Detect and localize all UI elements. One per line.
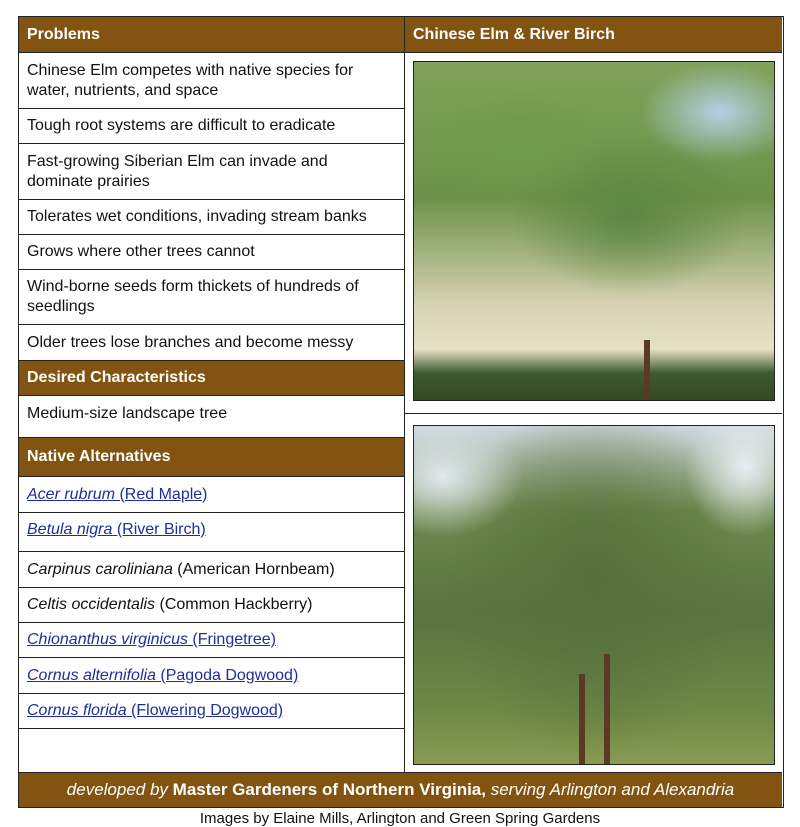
- left-column: [19, 17, 404, 773]
- scientific-name: Celtis occidentalis: [27, 596, 156, 613]
- native-alternative-link[interactable]: [27, 520, 206, 540]
- footer-text: [67, 780, 734, 800]
- footer-prefix: developed by: [66, 780, 173, 799]
- common-name: (American Hornbeam): [172, 560, 335, 578]
- common-name: (River Birch): [112, 521, 206, 538]
- chinese-elm-photo: [413, 61, 775, 401]
- common-name: (Flowering Dogwood): [126, 702, 284, 719]
- scientific-name: Carpinus caroliniana: [27, 560, 173, 578]
- tree-trunk: [604, 654, 610, 764]
- native-alternative-link[interactable]: [27, 630, 276, 650]
- native-alternative-link[interactable]: [27, 666, 298, 686]
- problem-row: Chinese Elm competes with native species for water, nutrients, and space: [19, 53, 404, 109]
- empty-row: [19, 729, 404, 773]
- scientific-name: Acer rubrum: [27, 485, 116, 503]
- tree-trunk: [579, 674, 585, 764]
- scientific-name: Cornus alternifolia: [27, 666, 156, 684]
- common-name: (Common Hackberry): [155, 596, 313, 613]
- problem-row: Wind-borne seeds form thickets of hundreds of seedlings: [19, 270, 404, 325]
- river-birch-photo: [413, 425, 775, 765]
- scientific-name: Betula nigra: [27, 521, 113, 538]
- problems-header: Problems: [19, 17, 404, 53]
- native-alternative-row: [19, 552, 404, 588]
- problem-row: Grows where other trees cannot: [19, 235, 404, 270]
- problem-row: Tolerates wet conditions, invading stream banks: [19, 200, 404, 235]
- common-name: (Pagoda Dogwood): [155, 666, 299, 684]
- native-alternative-row: [19, 477, 404, 513]
- common-name: (Fringetree): [187, 631, 277, 648]
- right-column: [404, 17, 782, 772]
- problem-row: Older trees lose branches and become messy: [19, 325, 404, 361]
- native-alternative-text: [27, 595, 312, 615]
- native-alternative-link[interactable]: [27, 701, 283, 721]
- native-alternative-row: [19, 513, 404, 552]
- desired-characteristics-header: Desired Characteristics: [19, 361, 404, 396]
- native-alternatives-header: Native Alternatives: [19, 438, 404, 477]
- problem-row: Fast-growing Siberian Elm can invade and dominate prairies: [19, 144, 404, 200]
- native-alternative-row: [19, 658, 404, 694]
- photo-divider: [405, 413, 782, 414]
- footer-banner: [19, 772, 782, 807]
- footer-suffix: serving Arlington and Alexandria: [485, 780, 735, 799]
- common-name: (Red Maple): [115, 485, 208, 503]
- scientific-name: Cornus florida: [27, 702, 127, 719]
- native-alternative-text: [27, 560, 335, 580]
- photos-header: Chinese Elm & River Birch: [405, 17, 782, 53]
- image-credit: Images by Elaine Mills, Arlington and Green Spring Gardens: [199, 810, 601, 827]
- problem-row: Tough root systems are difficult to eradicate: [19, 109, 404, 144]
- native-alternative-row: [19, 694, 404, 729]
- native-alternative-link[interactable]: [27, 485, 208, 505]
- native-alternative-row: [19, 588, 404, 623]
- fact-sheet-table: [18, 16, 784, 808]
- desired-row: Medium-size landscape tree: [19, 396, 404, 438]
- tree-trunk: [644, 340, 650, 400]
- footer-org: Master Gardeners of Northern Virginia,: [172, 780, 486, 799]
- native-alternative-row: [19, 623, 404, 658]
- scientific-name: Chionanthus virginicus: [27, 631, 188, 648]
